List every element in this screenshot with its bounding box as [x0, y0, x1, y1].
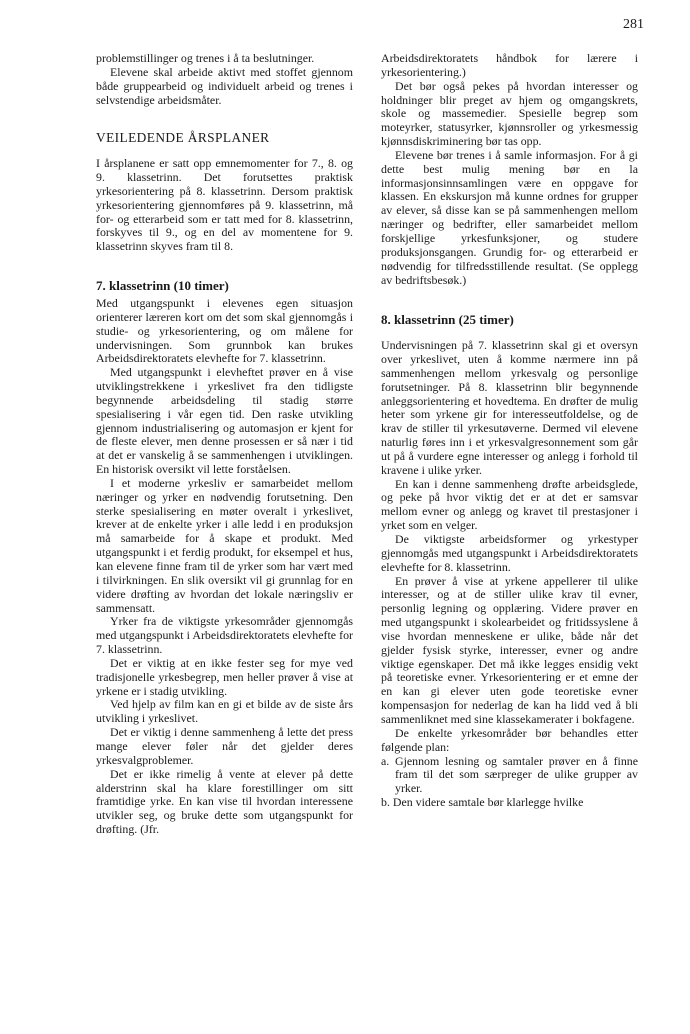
paragraph: En prøver å vise at yrkene appellerer til ulike interesser, og at de stiller ulike krav til evner, personlig legning og opplæring. Videre prøver en med utgangspunkt i skolearbeidet og fritidssyslene å vise hvordan menneskene er ulike, både når det gjelder fysisk styrke, interesser, evner og andre viktige egenskaper. Det må ikke legges ensidig vekt på teoretiske evner. Yrkesorientering er et emne der en kan gi elever uten gode teoretiske evner kompensasjon for nederlag de kan ha lidd ved å bli sammenliknet med sine klassekamerater i bokfagene. [381, 573, 638, 726]
paragraph: Elevene skal arbeide aktivt med stoffet gjennom både gruppearbeid og individuelt arbeid og trenes i selvstendige arbeidsmåter. [96, 64, 353, 107]
paragraph: Med utgangspunkt i elevenes egen situasjon orienterer læreren kort om det som skal gjennomgås i studie- og yrkesorientering, og om målene for undervisningen. Som grunnbok kan brukes Arbeidsdirektoratets elevhefte for 7. klassetrinn. [96, 295, 353, 366]
paragraph: De viktigste arbeidsformer og yrkestyper gjennomgås med utgangspunkt i Arbeidsdirektoratets elevhefte for 8. klassetrinn. [381, 532, 638, 574]
paragraph: problemstillinger og trenes i å ta beslutninger. [96, 51, 315, 65]
paragraph: I årsplanene er satt opp emnemomenter for 7., 8. og 9. klassetrinn. Det forutsettes praktisk yrkesorientering på 8. klassetrinn. Dersom praktisk yrkesorientering gjennomføres på 9. klassetrinn, må for- og etterarbeid som er tatt med for 8. klassetrinn, forskyves til 9., og en del av momentene for 9. klassetrinn skyves fram til 8. [96, 156, 353, 254]
section-heading: 7. klassetrinn (10 timer) [96, 278, 229, 294]
paragraph: Undervisningen på 7. klassetrinn skal gi et oversyn over yrkeslivet, uten å komme nærmere inn på sammenhengen mellom yrkesvalg og personlige forutsetninger. På 8. klassetrinn blir begynnende anleggsorientering et hovedtema. En drøfter de mulig heter som yrkene gir for interesseutfoldelse, og de krav de stiller til yrkesutøverne. Dermed vil elevene naturlig føres inn i et yrkesvalgresonnement som går ut på å vurdere egne interesser og anlegg i forhold til kravene i ulike yrker. [381, 338, 638, 477]
paragraph: De enkelte yrkesområder bør behandles etter følgende plan: [381, 725, 638, 754]
paragraph: Det er ikke rimelig å vente at elever på dette alderstrinn skal ha klare forestillinger om sitt framtidige yrke. En kan vise til hvordan interessene utvikler seg, og bruke dette som utgangspunkt for drøfting. (Jfr. [96, 766, 353, 837]
paragraph: En kan i denne sammenheng drøfte arbeidsglede, og peke på hvor viktig det er at det er samsvar mellom evner og anlegg og kravet til prestasjoner i yrket som en velger. [381, 476, 638, 533]
paragraph: Arbeidsdirektoratets håndbok for lærere i yrkesorientering.) [381, 51, 638, 79]
section-heading: 8. klassetrinn (25 timer) [381, 312, 514, 328]
page-number: 281 [623, 17, 644, 32]
section-heading: VEILEDENDE ÅRSPLANER [96, 130, 270, 146]
right-column [381, 52, 638, 810]
paragraph: Det er viktig i denne sammenheng å lette det press mange elever føler når det gjelder deres yrkesvalgproblemer. [96, 725, 353, 767]
plan-list [381, 755, 638, 810]
list-item: a. Gjennom lesning og samtaler prøver en å finne fram til det som særpreger de ulike grupper av yrker. [381, 753, 638, 796]
list-item: b. Den videre samtale bør klarlegge hvilke [381, 795, 584, 810]
paragraph: Det er viktig at en ikke fester seg for mye ved tradisjonelle yrkesbegrep, men heller prøver å vise at yrkene er i stadig utvikling. [96, 655, 353, 698]
paragraph: Yrker fra de viktigste yrkesområder gjennomgås med utgangspunkt i Arbeidsdirektoratets elevhefte for 7. klassetrinn. [96, 614, 353, 657]
paragraph: Elevene bør trenes i å samle informasjon. For å gi dette best mulig mening bør en la informasjonsinnsamlingen være en oppgave for klassen. En ekskursjon må kunne ordnes for grupper av elever, så disse kan se på sammenhengen mellom næringer og bedrifter, eller samarbeidet mellom forskjellige yrkesfunksjoner, og studere produksjonsgangen. Grundig for- og etterarbeid er nødvendig for tilfredsstillende resultat. (Se opplegg av bedriftsbesøk.) [381, 147, 638, 287]
paragraph: Ved hjelp av film kan en gi et bilde av de siste års utvikling i yrkeslivet. [96, 697, 353, 726]
left-column [96, 52, 353, 837]
paragraph: Det bør også pekes på hvordan interesser og holdninger blir preget av hjem og omgangskrets, skole og massemedier. Spesielle begrep som moteyrker, statusyrker, kjønnsroller og yrkesmessig kjønnsdiskriminering bør tas opp. [381, 78, 638, 149]
paragraph: I et moderne yrkesliv er samarbeidet mellom næringer og yrker en nødvendig forutsetning. Den sterke spesialisering en møter overalt i yrkeslivet, krever at de enkelte yrker i alle ledd i en produksjon må samarbeide for å skape et produkt. Med utgangspunkt i et ferdig produkt, for eksempel et hus, kan elevene finne fram til de yrker som har vært med i tilvirkningen. En slik oversikt vil gi grunnlag for en videre drøfting av hvordan det lokale næringsliv er sammensatt. [96, 475, 353, 615]
paragraph: Med utgangspunkt i elevheftet prøver en å vise utviklingstrekkene i yrkeslivet fra den tidligste begynnende arbeidsdeling til stadig større spesialisering i vår egen tid. Den raske utvikling gjennom industrialisering og automasjon er kjent for de fleste elever, men denne prosessen er så nær i tid at det er vanskelig å se sammenhengen i utviklingen. En historisk oversikt vil lette forståelsen. [96, 365, 353, 477]
